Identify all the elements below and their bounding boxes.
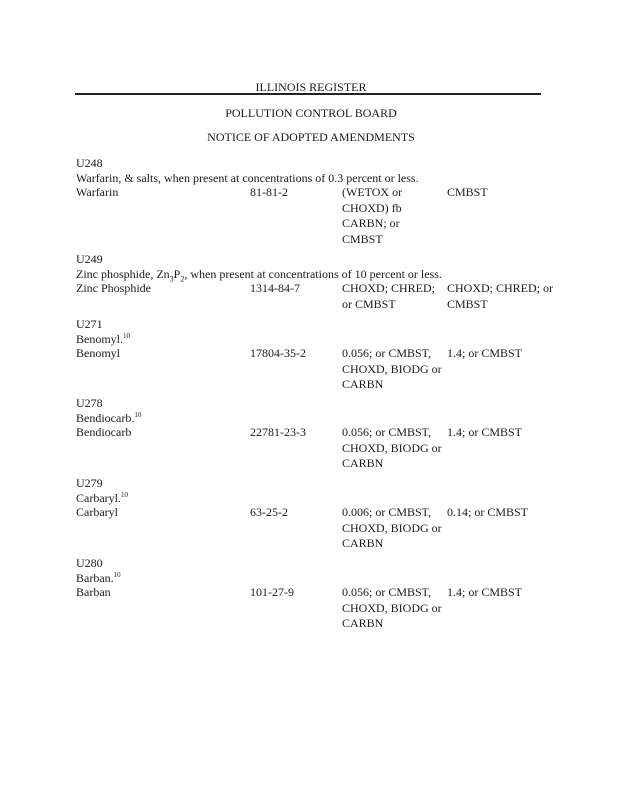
waste-code: U248	[76, 156, 103, 170]
cas-number: 17804-35-2	[250, 346, 306, 360]
nonwastewater-standard: CHOXD; CHRED; or CMBST	[447, 281, 554, 311]
footnote-ref: 10	[134, 411, 142, 419]
nonwastewater-standard: 1.4; or CMBST	[447, 425, 523, 439]
nonwastewater-standard: 1.4; or CMBST	[447, 585, 523, 599]
waste-description: Zinc phosphide, $Zn_3P_2$, when present at concentrations of 10 percent or less.	[76, 267, 442, 284]
nonwastewater-standard: CMBST	[447, 185, 488, 199]
waste-description: Benomyl.$^{10}$	[76, 332, 130, 346]
board-name: POLLUTION CONTROL BOARD	[225, 106, 397, 120]
footnote-ref: 10	[120, 491, 128, 499]
waste-description: Bendiocarb.$^{10}$	[76, 411, 142, 425]
constituent-name: Carbaryl	[76, 505, 118, 519]
footnote-ref: 10	[123, 332, 130, 340]
nonwastewater-standard: 0.14; or CMBST	[447, 505, 529, 519]
cas-number: 63-25-2	[250, 505, 288, 519]
waste-description: Barban.$^{10}$	[76, 571, 121, 585]
wastewater-standard: 0.056; or CMBST, CHOXD, BIODG or CARBN	[342, 346, 442, 391]
constituent-name: Barban	[76, 585, 111, 599]
constituent-name: Bendiocarb	[76, 425, 132, 439]
footnote-ref: 10	[113, 571, 121, 579]
wastewater-standard: CHOXD; CHRED; or CMBST	[342, 281, 436, 311]
waste-code: U279	[76, 476, 103, 490]
wastewater-standard: 0.056; or CMBST, CHOXD, BIODG or CARBN	[342, 585, 442, 630]
waste-code: U271	[76, 317, 103, 331]
notice-title: NOTICE OF ADOPTED AMENDMENTS	[207, 130, 415, 144]
constituent-name: Zinc Phosphide	[76, 281, 151, 295]
constituent-name: Benomyl	[76, 346, 120, 360]
header-rule	[75, 93, 541, 95]
waste-description: Warfarin, & salts, when present at concentrations of 0.3 percent or less.	[76, 171, 419, 185]
register-title: ILLINOIS REGISTER	[255, 80, 367, 94]
cas-number: 81-81-2	[250, 185, 288, 199]
cas-number: 22781-23-3	[250, 425, 306, 439]
waste-code: U280	[76, 556, 103, 570]
wastewater-standard: (WETOX or CHOXD) fb CARBN; or CMBST	[342, 185, 403, 246]
cas-number: 1314-84-7	[250, 281, 300, 295]
cas-number: 101-27-9	[250, 585, 294, 599]
wastewater-standard: 0.006; or CMBST, CHOXD, BIODG or CARBN	[342, 505, 442, 550]
waste-code: U278	[76, 396, 103, 410]
constituent-name: Warfarin	[76, 185, 119, 199]
wastewater-standard: 0.056; or CMBST, CHOXD, BIODG or CARBN	[342, 425, 442, 470]
waste-description: Carbaryl.$^{10}$	[76, 491, 128, 505]
waste-code: U249	[76, 252, 103, 266]
nonwastewater-standard: 1.4; or CMBST	[447, 346, 523, 360]
